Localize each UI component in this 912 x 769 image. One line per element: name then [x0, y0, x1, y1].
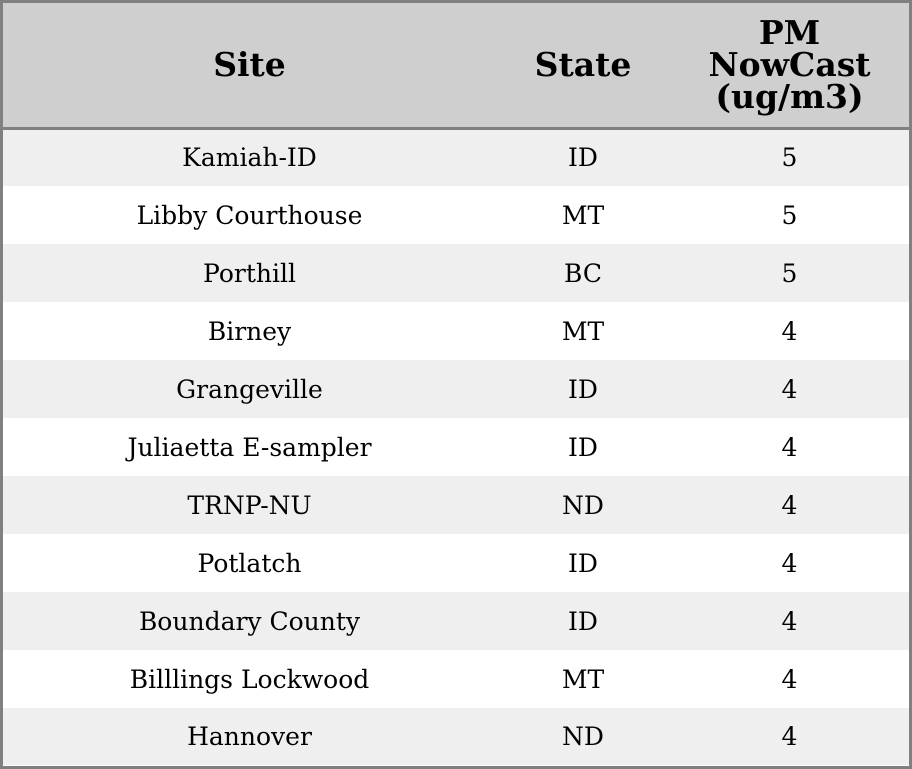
table-row	[3, 476, 909, 534]
cell-pm-nowcast: 5	[781, 143, 798, 173]
header-site-line: Site	[213, 44, 286, 84]
table-row	[3, 534, 909, 592]
cell-pm-nowcast: 4	[781, 606, 798, 636]
pm-nowcast-table	[3, 3, 909, 765]
header-pm-line-3: (ug/m3)	[715, 76, 864, 116]
cell-state: ID	[568, 432, 598, 462]
cell-site: Boundary County	[138, 606, 361, 636]
header-state	[496, 3, 670, 128]
cell-state: ID	[568, 548, 598, 578]
table-row	[3, 418, 909, 476]
header-pm-nowcast	[670, 3, 909, 128]
cell-state: ID	[568, 606, 598, 636]
header-row	[3, 3, 909, 128]
table-row	[3, 128, 909, 186]
cell-state: MT	[561, 664, 605, 694]
table-row	[3, 186, 909, 244]
cell-pm-nowcast: 4	[781, 374, 798, 404]
cell-state: ND	[562, 490, 604, 520]
table-row	[3, 708, 909, 765]
cell-pm-nowcast: 4	[781, 664, 798, 694]
cell-site: Juliaetta E-sampler	[127, 432, 372, 462]
header-pm-line-2: NowCast	[708, 44, 871, 84]
cell-state: MT	[561, 316, 605, 346]
cell-pm-nowcast: 4	[781, 722, 798, 751]
header-site	[3, 3, 496, 128]
cell-state: BC	[564, 258, 602, 288]
header-pm-line-1: PM	[758, 12, 821, 52]
table-row	[3, 592, 909, 650]
cell-pm-nowcast: 4	[781, 316, 798, 346]
cell-pm-nowcast: 4	[781, 432, 798, 462]
cell-state: ND	[562, 722, 604, 751]
cell-site: Billlings Lockwood	[129, 664, 370, 694]
cell-pm-nowcast: 5	[781, 200, 798, 230]
cell-site: Grangeville	[176, 374, 323, 404]
cell-site: Potlatch	[197, 548, 302, 578]
cell-site: Kamiah-ID	[182, 143, 317, 173]
table-row	[3, 360, 909, 418]
table-body	[3, 128, 909, 765]
cell-site: Porthill	[203, 258, 296, 288]
cell-state: MT	[561, 200, 605, 230]
cell-pm-nowcast: 4	[781, 490, 798, 520]
table-row	[3, 244, 909, 302]
cell-site: Libby Courthouse	[136, 200, 363, 230]
cell-site: Hannover	[187, 722, 312, 751]
table-row	[3, 302, 909, 360]
table-header	[3, 3, 909, 128]
cell-site: Birney	[207, 316, 292, 346]
cell-pm-nowcast: 5	[781, 258, 798, 288]
cell-state: ID	[568, 143, 598, 173]
header-state-line: State	[534, 44, 632, 84]
cell-pm-nowcast: 4	[781, 548, 798, 578]
cell-state: ID	[568, 374, 598, 404]
cell-site: TRNP-NU	[187, 490, 312, 520]
table-row	[3, 650, 909, 708]
